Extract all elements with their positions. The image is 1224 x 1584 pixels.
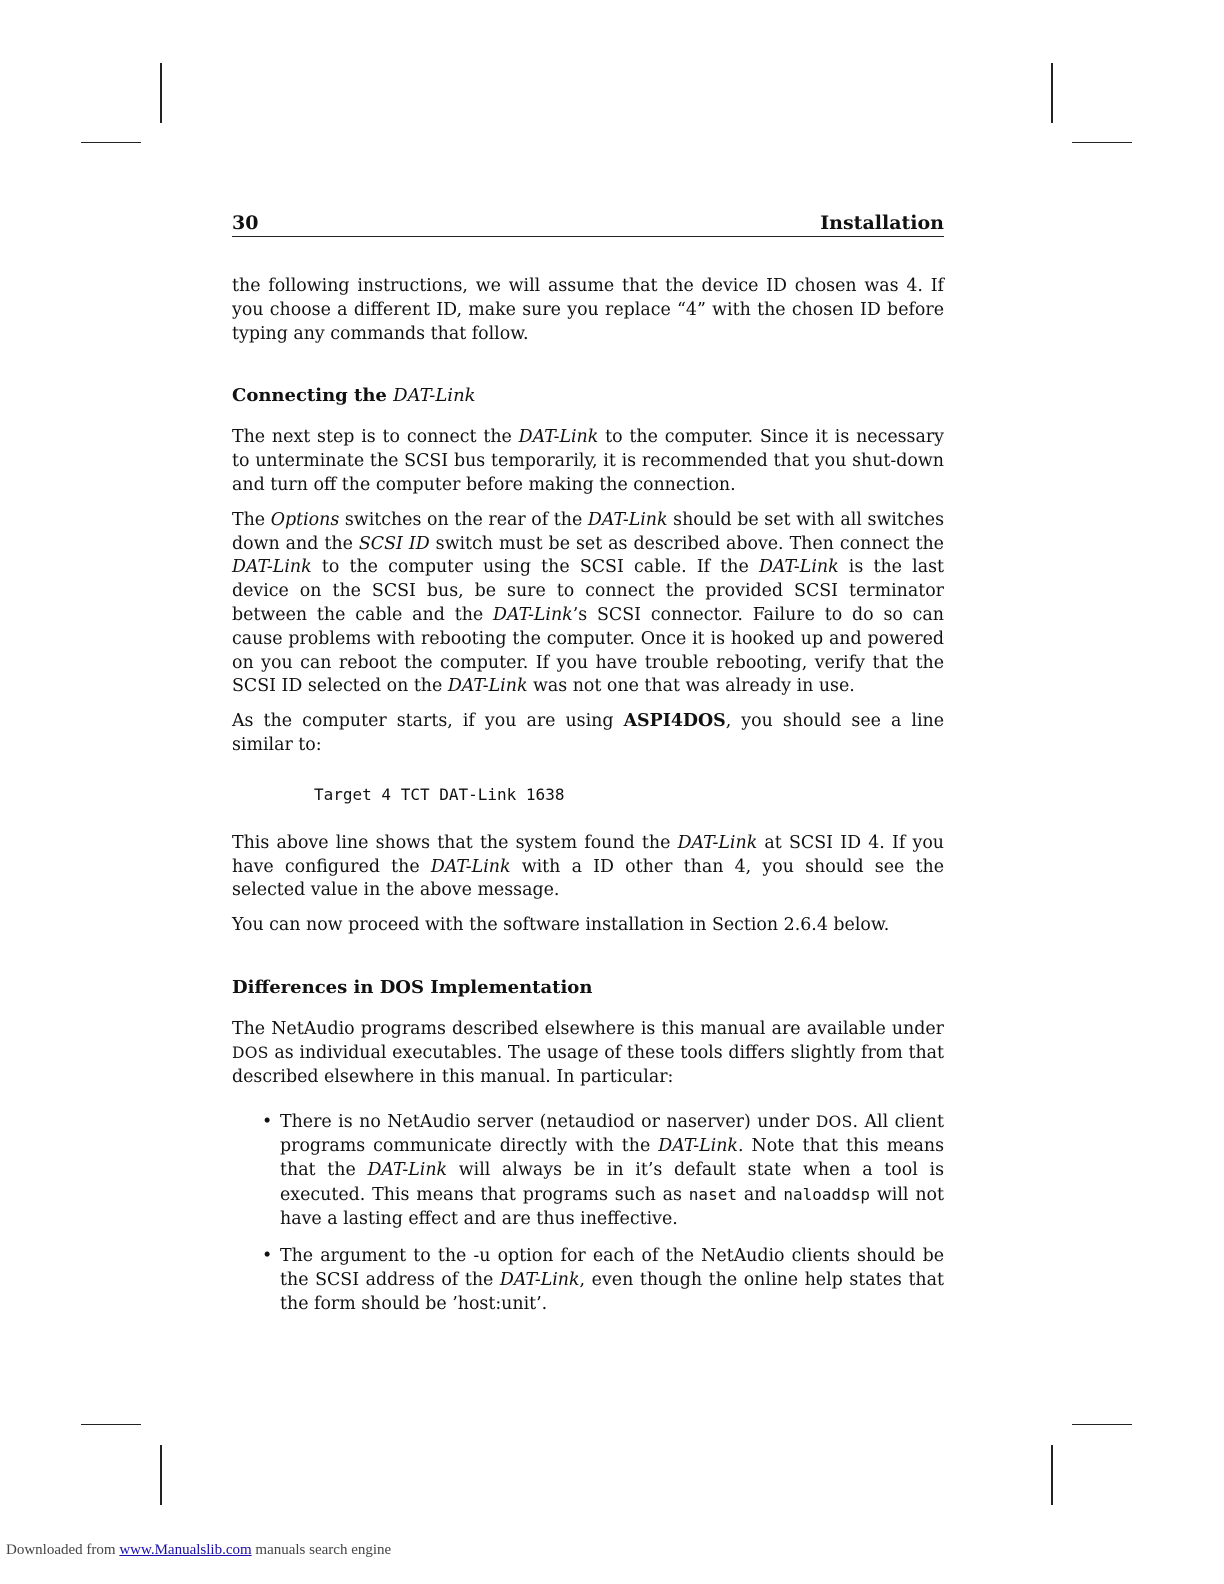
heading-em: DAT-Link (393, 385, 476, 407)
text: with a ID other than 4, you should see the selected value in the above message. (232, 856, 944, 901)
text: . All client programs communicate directly with the (280, 1112, 944, 1157)
section-title: Installation (820, 212, 944, 234)
page-header (232, 212, 944, 237)
bullet-list (232, 1111, 944, 1316)
text: , you should see a line similar to: (232, 711, 944, 755)
em-text: DAT-Link (430, 856, 511, 877)
list-item (232, 1245, 944, 1316)
footer-suffix: manuals search engine (251, 1542, 392, 1558)
text: switches on the rear of the (339, 509, 588, 530)
heading-differences: Differences in DOS Implementation (232, 976, 593, 998)
paragraph-connect (232, 426, 944, 497)
intro-paragraph: the following instructions, we will assume that the device ID chosen was 4. If you choose a different ID, make sure you replace “4” with the chosen ID before typing any commands that follow. (232, 276, 944, 344)
crop-mark-top-right-vertical (1051, 63, 1053, 123)
page-number: 30 (232, 212, 259, 234)
crop-mark-top-left-vertical (160, 63, 162, 123)
code-text: naloaddsp (783, 1184, 871, 1204)
crop-mark-bottom-left-vertical (160, 1445, 162, 1505)
text: to the computer using the SCSI cable. If the (311, 557, 759, 578)
paragraph-netaudio (232, 1018, 944, 1089)
footer-prefix: Downloaded from (6, 1542, 120, 1558)
text: ’s SCSI connector. Failure to do so can cause problems with rebooting the computer. Once it is hooked up and powered on you can reboot the computer. If you have trouble rebooting, verify that the SCSI ID selected on the (232, 604, 944, 697)
bullet-icon: • (262, 1246, 273, 1267)
em-text: DAT-Link (518, 427, 599, 448)
page-body (232, 275, 944, 1331)
crop-mark-top-left-horizontal (81, 142, 141, 143)
em-text: DAT-Link (499, 1270, 580, 1291)
text: The (232, 509, 271, 530)
smallcaps-text: DOS (815, 1113, 853, 1132)
text: The argument to the -u option for each of the NetAudio clients should be the SCSI address of the (280, 1246, 944, 1291)
list-item (232, 1111, 944, 1231)
code-text: naset (688, 1184, 737, 1204)
text: should be set with all switches down and the (232, 509, 944, 554)
crop-mark-bottom-right-vertical (1051, 1445, 1053, 1505)
paragraph-options (232, 509, 944, 699)
em-text: DAT-Link (367, 1159, 448, 1180)
smallcaps-text: DOS (232, 1043, 269, 1062)
paragraph-aspi (232, 710, 944, 758)
text: was not one that was already in use. (527, 676, 855, 697)
text: is the last device on the SCSI bus, be sure to connect the provided SCSI terminator between the cable and the (232, 557, 944, 625)
text: will always be in it’s default state when a tool is executed. This means that programs such as (280, 1159, 944, 1205)
crop-mark-top-right-horizontal (1072, 142, 1132, 143)
manualslib-link[interactable]: www.Manualslib.com (119, 1542, 252, 1558)
em-text: Options (270, 509, 340, 530)
text: at SCSI ID 4. If you have configured the (232, 832, 944, 877)
paragraph-proceed: You can now proceed with the software installation in Section 2.6.4 below. (232, 915, 890, 936)
text: . Note that this means that the (280, 1136, 944, 1180)
text: and (736, 1184, 784, 1205)
crop-mark-bottom-right-horizontal (1072, 1424, 1132, 1425)
em-text: DAT-Link (677, 832, 758, 853)
text: as individual executables. The usage of these tools differs slightly from that described elsewhere in this manual. In particular: (232, 1042, 944, 1087)
text: There is no NetAudio server (netaudiod or naserver) under (280, 1112, 816, 1133)
footer (6, 1542, 391, 1559)
heading-text: Connecting the (232, 385, 394, 407)
em-text: DAT-Link (493, 604, 573, 625)
em-text: DAT-Link (758, 557, 839, 578)
text: switch must be set as described above. Then connect the (429, 533, 944, 554)
em-text: DAT-Link (587, 509, 668, 530)
heading-connecting (232, 384, 944, 408)
paragraph-found (232, 832, 944, 903)
em-text: DAT-Link (658, 1136, 738, 1157)
em-text: DAT-Link (232, 557, 312, 578)
text: As the computer starts, if you are using (232, 711, 624, 732)
text: will not have a lasting effect and are thus ineffective. (280, 1184, 944, 1229)
text: to the computer. Since it is necessary to unterminate the SCSI bus temporarily, it is recommended that you shut-down and turn off the computer before making the connection. (232, 427, 944, 495)
text: , even though the online help states that the form should be ’host:unit’. (280, 1270, 944, 1314)
text: The NetAudio programs described elsewhere is this manual are available under (232, 1018, 944, 1039)
em-text: DAT-Link (447, 676, 528, 697)
crop-mark-bottom-left-horizontal (81, 1424, 141, 1425)
em-text: SCSI ID (358, 533, 430, 554)
text: This above line shows that the system found the (232, 832, 678, 853)
code-sample: Target 4 TCT DAT-Link 1638 (314, 784, 565, 804)
bullet-icon: • (262, 1112, 273, 1133)
text: The next step is to connect the (232, 427, 519, 448)
bold-text: ASPI4DOS (623, 711, 726, 732)
